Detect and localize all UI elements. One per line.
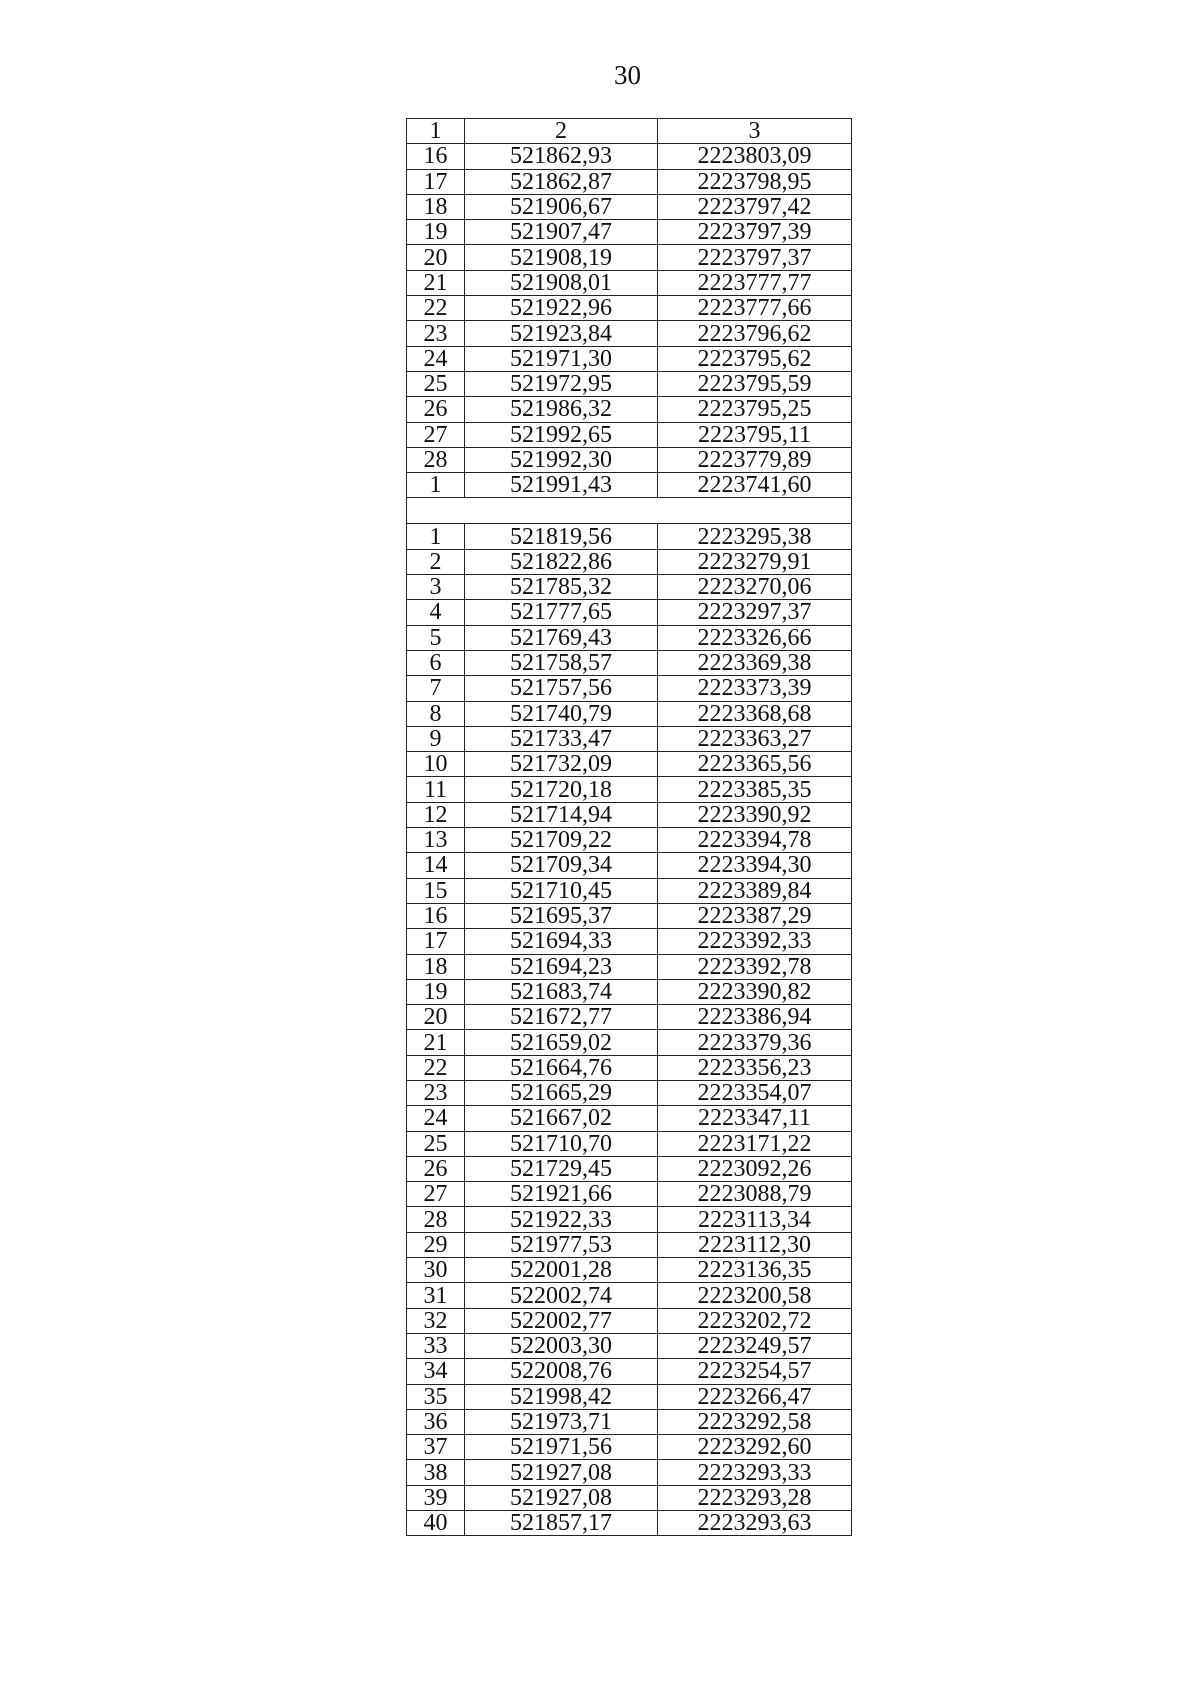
y-coordinate-cell: 2223386,94 (658, 1005, 852, 1030)
point-number-cell: 12 (407, 802, 465, 827)
table-row (407, 1005, 852, 1030)
table-row (407, 549, 852, 574)
table-row (407, 473, 852, 498)
x-coordinate-cell: 521857,17 (465, 1511, 658, 1536)
point-number-cell: 17 (407, 169, 465, 194)
point-number-cell: 24 (407, 346, 465, 371)
x-coordinate-cell: 521986,32 (465, 397, 658, 422)
y-coordinate-cell: 2223797,39 (658, 220, 852, 245)
x-coordinate-cell: 522002,74 (465, 1283, 658, 1308)
y-coordinate-cell: 2223392,78 (658, 954, 852, 979)
x-coordinate-cell: 521672,77 (465, 1005, 658, 1030)
y-coordinate-cell: 2223795,11 (658, 422, 852, 447)
point-number-cell: 1 (407, 473, 465, 498)
point-number-cell: 28 (407, 447, 465, 472)
table-row (407, 220, 852, 245)
point-number-cell: 27 (407, 422, 465, 447)
table-row (407, 1055, 852, 1080)
x-coordinate-cell: 521714,94 (465, 802, 658, 827)
x-coordinate-cell: 521971,56 (465, 1435, 658, 1460)
point-number-cell: 11 (407, 777, 465, 802)
x-coordinate-cell: 521973,71 (465, 1409, 658, 1434)
point-number-cell: 26 (407, 1156, 465, 1181)
y-coordinate-cell: 2223365,56 (658, 752, 852, 777)
point-number-cell: 26 (407, 397, 465, 422)
section-separator-cell (407, 498, 852, 524)
x-coordinate-cell: 521740,79 (465, 701, 658, 726)
x-coordinate-cell: 521769,43 (465, 625, 658, 650)
table-row (407, 1030, 852, 1055)
x-coordinate-cell: 521757,56 (465, 676, 658, 701)
point-number-cell: 37 (407, 1435, 465, 1460)
table-row (407, 245, 852, 270)
y-coordinate-cell: 2223779,89 (658, 447, 852, 472)
x-coordinate-cell: 521709,22 (465, 828, 658, 853)
table-row (407, 1409, 852, 1434)
x-coordinate-cell: 521906,67 (465, 194, 658, 219)
y-coordinate-cell: 2223795,59 (658, 371, 852, 396)
y-coordinate-cell: 2223368,68 (658, 701, 852, 726)
x-coordinate-cell: 521758,57 (465, 650, 658, 675)
point-number-cell: 29 (407, 1232, 465, 1257)
y-coordinate-cell: 2223795,62 (658, 346, 852, 371)
x-coordinate-cell: 522002,77 (465, 1308, 658, 1333)
y-coordinate-cell: 2223803,09 (658, 144, 852, 169)
point-number-cell: 4 (407, 600, 465, 625)
x-coordinate-cell: 521927,08 (465, 1460, 658, 1485)
table-row (407, 1106, 852, 1131)
x-coordinate-cell: 521785,32 (465, 575, 658, 600)
x-coordinate-cell: 521922,96 (465, 296, 658, 321)
point-number-cell: 33 (407, 1333, 465, 1358)
point-number-cell: 2 (407, 549, 465, 574)
x-coordinate-cell: 521709,34 (465, 853, 658, 878)
y-coordinate-cell: 2223387,29 (658, 903, 852, 928)
page-number: 30 (614, 60, 641, 90)
table-row (407, 878, 852, 903)
y-coordinate-cell: 2223295,38 (658, 524, 852, 549)
y-coordinate-cell: 2223249,57 (658, 1333, 852, 1358)
y-coordinate-cell: 2223373,39 (658, 676, 852, 701)
point-number-cell: 39 (407, 1485, 465, 1510)
point-number-cell: 36 (407, 1409, 465, 1434)
table-row (407, 144, 852, 169)
table-row (407, 929, 852, 954)
point-number-cell: 38 (407, 1460, 465, 1485)
point-number-cell: 34 (407, 1359, 465, 1384)
y-coordinate-cell: 2223356,23 (658, 1055, 852, 1080)
point-number-cell: 13 (407, 828, 465, 853)
table-row (407, 1182, 852, 1207)
coordinates-table (406, 118, 852, 1536)
y-coordinate-cell: 2223293,33 (658, 1460, 852, 1485)
table-row (407, 954, 852, 979)
table-row (407, 1384, 852, 1409)
y-coordinate-cell: 2223171,22 (658, 1131, 852, 1156)
table-row (407, 650, 852, 675)
point-number-cell: 27 (407, 1182, 465, 1207)
x-coordinate-cell: 521694,33 (465, 929, 658, 954)
x-coordinate-cell: 521695,37 (465, 903, 658, 928)
point-number-cell: 20 (407, 1005, 465, 1030)
x-coordinate-cell: 521819,56 (465, 524, 658, 549)
point-number-cell: 35 (407, 1384, 465, 1409)
x-coordinate-cell: 521822,86 (465, 549, 658, 574)
point-number-cell: 10 (407, 752, 465, 777)
point-number-cell: 25 (407, 371, 465, 396)
table-row (407, 422, 852, 447)
x-coordinate-cell: 521665,29 (465, 1080, 658, 1105)
y-coordinate-cell: 2223797,42 (658, 194, 852, 219)
column-header-3: 3 (658, 119, 852, 144)
table-row (407, 1485, 852, 1510)
y-coordinate-cell: 2223347,11 (658, 1106, 852, 1131)
y-coordinate-cell: 2223777,66 (658, 296, 852, 321)
table-row (407, 1258, 852, 1283)
point-number-cell: 19 (407, 979, 465, 1004)
y-coordinate-cell: 2223200,58 (658, 1283, 852, 1308)
x-coordinate-cell: 521710,45 (465, 878, 658, 903)
y-coordinate-cell: 2223369,38 (658, 650, 852, 675)
x-coordinate-cell: 521922,33 (465, 1207, 658, 1232)
y-coordinate-cell: 2223797,37 (658, 245, 852, 270)
x-coordinate-cell: 521977,53 (465, 1232, 658, 1257)
x-coordinate-cell: 521710,70 (465, 1131, 658, 1156)
table-row (407, 676, 852, 701)
table-row (407, 447, 852, 472)
x-coordinate-cell: 521908,19 (465, 245, 658, 270)
x-coordinate-cell: 521992,65 (465, 422, 658, 447)
table-row (407, 1207, 852, 1232)
table-row (407, 169, 852, 194)
x-coordinate-cell: 522008,76 (465, 1359, 658, 1384)
section-separator-row (407, 498, 852, 524)
y-coordinate-cell: 2223088,79 (658, 1182, 852, 1207)
y-coordinate-cell: 2223390,82 (658, 979, 852, 1004)
x-coordinate-cell: 522001,28 (465, 1258, 658, 1283)
x-coordinate-cell: 521683,74 (465, 979, 658, 1004)
y-coordinate-cell: 2223136,35 (658, 1258, 852, 1283)
point-number-cell: 15 (407, 878, 465, 903)
x-coordinate-cell: 521907,47 (465, 220, 658, 245)
point-number-cell: 25 (407, 1131, 465, 1156)
point-number-cell: 22 (407, 296, 465, 321)
table-row (407, 802, 852, 827)
table-row (407, 1232, 852, 1257)
y-coordinate-cell: 2223777,77 (658, 270, 852, 295)
table-row (407, 979, 852, 1004)
table-row (407, 524, 852, 549)
y-coordinate-cell: 2223293,63 (658, 1511, 852, 1536)
y-coordinate-cell: 2223292,60 (658, 1435, 852, 1460)
point-number-cell: 31 (407, 1283, 465, 1308)
table-row (407, 701, 852, 726)
table-row (407, 1080, 852, 1105)
table-row (407, 625, 852, 650)
point-number-cell: 18 (407, 954, 465, 979)
x-coordinate-cell: 522003,30 (465, 1333, 658, 1358)
table-row (407, 752, 852, 777)
table-row (407, 726, 852, 751)
point-number-cell: 20 (407, 245, 465, 270)
point-number-cell: 30 (407, 1258, 465, 1283)
y-coordinate-cell: 2223394,78 (658, 828, 852, 853)
table-row (407, 903, 852, 928)
table-row (407, 575, 852, 600)
y-coordinate-cell: 2223293,28 (658, 1485, 852, 1510)
table-row (407, 777, 852, 802)
table-row (407, 1283, 852, 1308)
table-row (407, 397, 852, 422)
x-coordinate-cell: 521659,02 (465, 1030, 658, 1055)
column-header-1: 1 (407, 119, 465, 144)
point-number-cell: 28 (407, 1207, 465, 1232)
x-coordinate-cell: 521921,66 (465, 1182, 658, 1207)
table-row (407, 600, 852, 625)
table-row (407, 194, 852, 219)
point-number-cell: 3 (407, 575, 465, 600)
point-number-cell: 18 (407, 194, 465, 219)
table-row (407, 346, 852, 371)
y-coordinate-cell: 2223326,66 (658, 625, 852, 650)
y-coordinate-cell: 2223113,34 (658, 1207, 852, 1232)
point-number-cell: 21 (407, 1030, 465, 1055)
y-coordinate-cell: 2223279,91 (658, 549, 852, 574)
point-number-cell: 21 (407, 270, 465, 295)
table-row (407, 270, 852, 295)
y-coordinate-cell: 2223392,33 (658, 929, 852, 954)
y-coordinate-cell: 2223795,25 (658, 397, 852, 422)
point-number-cell: 16 (407, 144, 465, 169)
table-row (407, 853, 852, 878)
x-coordinate-cell: 521694,23 (465, 954, 658, 979)
x-coordinate-cell: 521729,45 (465, 1156, 658, 1181)
y-coordinate-cell: 2223092,26 (658, 1156, 852, 1181)
x-coordinate-cell: 521733,47 (465, 726, 658, 751)
table-row (407, 1435, 852, 1460)
table-row (407, 1511, 852, 1536)
x-coordinate-cell: 521664,76 (465, 1055, 658, 1080)
y-coordinate-cell: 2223270,06 (658, 575, 852, 600)
point-number-cell: 16 (407, 903, 465, 928)
y-coordinate-cell: 2223254,57 (658, 1359, 852, 1384)
x-coordinate-cell: 521777,65 (465, 600, 658, 625)
y-coordinate-cell: 2223363,27 (658, 726, 852, 751)
point-number-cell: 23 (407, 1080, 465, 1105)
table-row (407, 371, 852, 396)
x-coordinate-cell: 521991,43 (465, 473, 658, 498)
table-row (407, 1359, 852, 1384)
y-coordinate-cell: 2223379,36 (658, 1030, 852, 1055)
y-coordinate-cell: 2223389,84 (658, 878, 852, 903)
x-coordinate-cell: 521732,09 (465, 752, 658, 777)
table-row (407, 1131, 852, 1156)
table-row (407, 1308, 852, 1333)
y-coordinate-cell: 2223354,07 (658, 1080, 852, 1105)
x-coordinate-cell: 521667,02 (465, 1106, 658, 1131)
table-row (407, 1460, 852, 1485)
table-row (407, 321, 852, 346)
coordinates-table-body (407, 119, 852, 1536)
table-row (407, 1156, 852, 1181)
point-number-cell: 24 (407, 1106, 465, 1131)
y-coordinate-cell: 2223798,95 (658, 169, 852, 194)
y-coordinate-cell: 2223202,72 (658, 1308, 852, 1333)
table-row (407, 828, 852, 853)
point-number-cell: 8 (407, 701, 465, 726)
point-number-cell: 22 (407, 1055, 465, 1080)
point-number-cell: 32 (407, 1308, 465, 1333)
y-coordinate-cell: 2223394,30 (658, 853, 852, 878)
x-coordinate-cell: 521998,42 (465, 1384, 658, 1409)
point-number-cell: 7 (407, 676, 465, 701)
table-header-row (407, 119, 852, 144)
x-coordinate-cell: 521923,84 (465, 321, 658, 346)
column-header-2: 2 (465, 119, 658, 144)
x-coordinate-cell: 521992,30 (465, 447, 658, 472)
point-number-cell: 9 (407, 726, 465, 751)
point-number-cell: 1 (407, 524, 465, 549)
y-coordinate-cell: 2223266,47 (658, 1384, 852, 1409)
y-coordinate-cell: 2223796,62 (658, 321, 852, 346)
table-row (407, 1333, 852, 1358)
point-number-cell: 14 (407, 853, 465, 878)
x-coordinate-cell: 521908,01 (465, 270, 658, 295)
x-coordinate-cell: 521927,08 (465, 1485, 658, 1510)
y-coordinate-cell: 2223385,35 (658, 777, 852, 802)
x-coordinate-cell: 521862,93 (465, 144, 658, 169)
y-coordinate-cell: 2223297,37 (658, 600, 852, 625)
point-number-cell: 19 (407, 220, 465, 245)
point-number-cell: 17 (407, 929, 465, 954)
x-coordinate-cell: 521972,95 (465, 371, 658, 396)
point-number-cell: 5 (407, 625, 465, 650)
y-coordinate-cell: 2223390,92 (658, 802, 852, 827)
point-number-cell: 6 (407, 650, 465, 675)
y-coordinate-cell: 2223292,58 (658, 1409, 852, 1434)
point-number-cell: 23 (407, 321, 465, 346)
y-coordinate-cell: 2223741,60 (658, 473, 852, 498)
point-number-cell: 40 (407, 1511, 465, 1536)
x-coordinate-cell: 521720,18 (465, 777, 658, 802)
y-coordinate-cell: 2223112,30 (658, 1232, 852, 1257)
x-coordinate-cell: 521862,87 (465, 169, 658, 194)
x-coordinate-cell: 521971,30 (465, 346, 658, 371)
table-row (407, 296, 852, 321)
